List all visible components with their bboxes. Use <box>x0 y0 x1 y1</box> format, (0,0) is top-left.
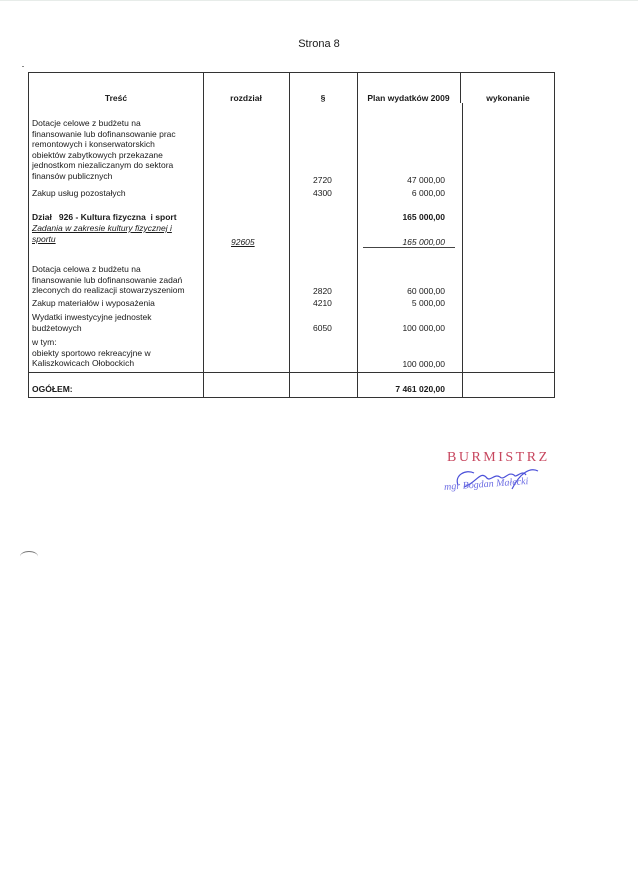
zadania-label: Zadania w zakresie kultury fizycznej i sportu <box>32 223 172 244</box>
col-divider-4b <box>462 103 463 397</box>
col-divider-4a <box>460 73 461 103</box>
dzial-label: Dział 926 - Kultura fizyczna i sport <box>32 212 177 222</box>
row2-amount: 6 000,00 <box>411 188 445 198</box>
block5-paragraf: 6050 <box>313 323 332 333</box>
header-wykonanie: wykonanie <box>486 93 530 103</box>
block5-description: Wydatki inwestycyjne jednostek budżetowych <box>32 312 152 333</box>
zadania-amount: 165 000,00 <box>402 237 445 247</box>
col-divider-1 <box>203 73 204 397</box>
block5-amount: 100 000,00 <box>402 323 445 333</box>
zadania-rozdzial: 92605 <box>231 237 255 247</box>
stamp-title: BURMISTRZ <box>447 450 550 465</box>
page-number: Strona 8 <box>298 38 340 50</box>
total-amount: 7 461 020,00 <box>395 384 445 394</box>
col-divider-3 <box>357 73 358 397</box>
budget-table <box>28 72 555 398</box>
block3-description: Dotacja celowa z budżetu na finansowanie lub dofinansowanie zadań zleconych do realizacji stowarzyszeniom <box>32 264 185 295</box>
dzial-amount: 165 000,00 <box>402 212 445 222</box>
row2-description: Zakup usług pozostałych <box>32 188 126 198</box>
block1-paragraf: 2720 <box>313 175 332 185</box>
row4-paragraf: 4210 <box>313 298 332 308</box>
header-paragraf: § <box>320 93 326 103</box>
scan-speck <box>22 66 24 67</box>
row4-description: Zakup materiałów i wyposażenia <box>32 298 155 308</box>
block1-amount: 47 000,00 <box>407 175 445 185</box>
total-label: OGÓŁEM: <box>32 384 73 394</box>
block1-description: Dotacje celowe z budżetu na finansowanie lub dofinansowanie prac remontowych i konserwatorskich obiektów zabytkowych przekazane jednostkom niezaliczanym do sektora finansów publicznych <box>32 118 176 181</box>
header-rozdzial: rozdział <box>230 93 262 103</box>
row2-paragraf: 4300 <box>313 188 332 198</box>
top-edge-line <box>0 0 638 1</box>
signer-name: mgr Bogdan Małecki <box>443 476 529 493</box>
total-row-separator <box>29 372 554 373</box>
header-plan: Plan wydatków 2009 <box>367 93 450 103</box>
header-tresc: Treść <box>104 93 128 103</box>
block6-description: w tym: obiekty sportowo rekreacyjne w Kaliszkowicach Ołobockich <box>32 337 151 368</box>
block3-amount: 60 000,00 <box>407 286 445 296</box>
punch-hole-mark <box>20 551 38 562</box>
zadania-amount-underline <box>363 247 455 248</box>
col-divider-2 <box>289 73 290 397</box>
row4-amount: 5 000,00 <box>411 298 445 308</box>
block3-paragraf: 2820 <box>313 286 332 296</box>
block6-amount: 100 000,00 <box>402 359 445 369</box>
